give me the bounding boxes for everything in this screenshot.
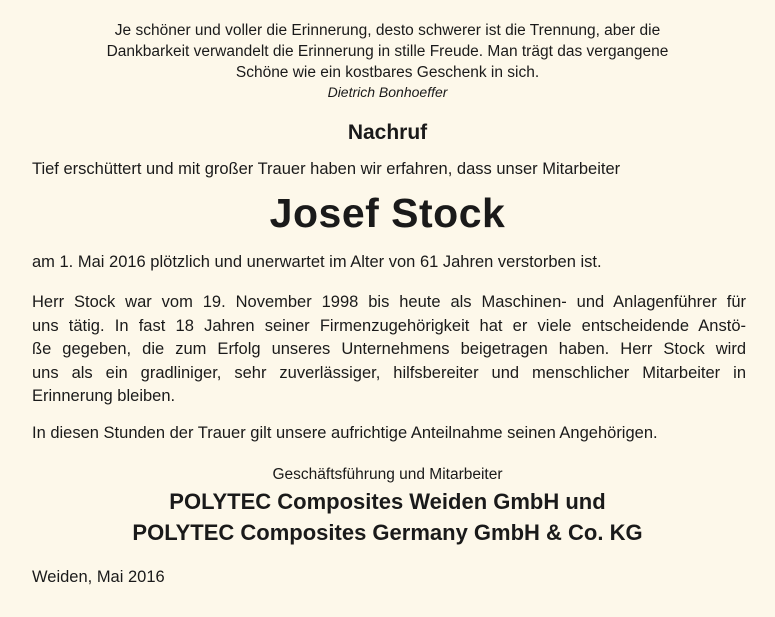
obituary-heading: Nachruf (347, 121, 428, 144)
death-notice: am 1. Mai 2016 plötzlich und unerwartet im Alter von 61 Jahren verstorben ist. (32, 253, 602, 271)
place-date: Weiden, Mai 2016 (32, 568, 165, 586)
tribute-line: uns als ein gradliniger, sehr zuverlässiger, hilfsbereiter und menschlicher Mitarbeiter in (32, 363, 746, 382)
tribute-line: ße gegeben, die zum Erfolg unseres Unternehmens beigetragen haben. Herr Stock wird (32, 340, 746, 359)
condolence-text: In diesen Stunden der Trauer gilt unsere aufrichtige Anteilnahme seinen Angehörigen. (32, 424, 658, 442)
tribute-paragraph (32, 291, 746, 409)
intro-text: Tief erschüttert und mit großer Trauer haben wir erfahren, dass unser Mitarbeiter (32, 160, 621, 178)
company-name-2: POLYTEC Composites Germany GmbH & Co. KG (132, 520, 643, 545)
deceased-name: Josef Stock (269, 190, 506, 236)
tribute-line: uns tätig. In fast 18 Jahren seiner Firmenzugehörigkeit hat er viele entscheidende Anstö- (32, 316, 746, 335)
quote-author: Dietrich Bonhoeffer (327, 84, 448, 100)
quote-line: Schöne wie ein kostbares Geschenk in sich. (235, 64, 540, 81)
tribute-line: Erinnerung bleiben. (32, 387, 176, 406)
signer-role: Geschäftsführung und Mitarbeiter (272, 466, 503, 483)
quote-line: Je schöner und voller die Erinnerung, desto schwerer ist die Trennung, aber die (114, 22, 661, 39)
tribute-line: Herr Stock war vom 19. November 1998 bis heute als Maschinen- und Anlagenführer für (32, 293, 746, 311)
company-name-1: POLYTEC Composites Weiden GmbH und (169, 489, 606, 514)
quote-line: Dankbarkeit verwandelt die Erinnerung in stille Freude. Man trägt das vergangene (106, 43, 669, 60)
bonhoeffer-quote (60, 20, 715, 83)
